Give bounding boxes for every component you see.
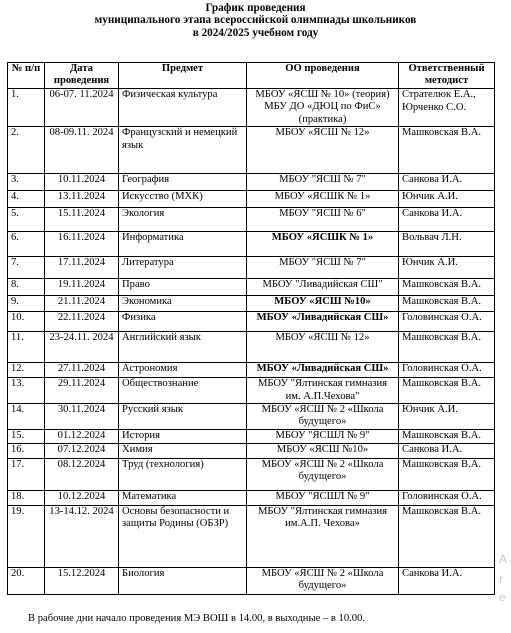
side-watermark-letter: e	[499, 590, 506, 604]
table-row	[8, 378, 495, 404]
row-responsible: Машковская В.А.	[399, 429, 495, 443]
row-responsible: Головинская О.А.	[399, 363, 495, 378]
row-org: МБОУ «ЯСШ № 2 «Школа будущего»	[247, 567, 399, 594]
row-subject: Английский язык	[119, 332, 247, 363]
row-num: 9.	[8, 296, 45, 312]
row-subject: Русский язык	[119, 404, 247, 430]
row-responsible	[399, 89, 495, 127]
table-row	[8, 429, 495, 443]
side-watermark-letter: A	[499, 552, 508, 566]
table-row	[8, 404, 495, 430]
row-org: МБОУ "Ялтинская гимназия им. А.П.Чехова"	[247, 378, 399, 404]
row-num: 1.	[8, 89, 45, 127]
table-row	[8, 458, 495, 490]
row-num: 15.	[8, 429, 45, 443]
row-num: 3.	[8, 174, 45, 191]
table-row	[8, 127, 495, 174]
table-row	[8, 505, 495, 567]
row-num: 18.	[8, 490, 45, 505]
row-date: 23-24.11. 2024	[45, 332, 119, 363]
row-num: 8.	[8, 279, 45, 296]
row-subject: Математика	[119, 490, 247, 505]
row-num: 2.	[8, 127, 45, 174]
row-num: 19.	[8, 505, 45, 567]
row-date: 06-07. 11.2024	[45, 89, 119, 127]
row-subject: Биология	[119, 567, 247, 594]
row-responsible: Машковская В.А.	[399, 378, 495, 404]
row-num: 7.	[8, 257, 45, 279]
row-num: 17.	[8, 458, 45, 490]
row-subject: Экономика	[119, 296, 247, 312]
footer-note: В рабочие дни начало проведения МЭ ВОШ в 14.00, в выходные – в 10.00.	[28, 613, 366, 624]
row-num: 13.	[8, 378, 45, 404]
row-subject: Французский и немецкий язык	[119, 127, 247, 174]
row-date: 08.12.2024	[45, 458, 119, 490]
table-row	[8, 89, 495, 127]
row-date: 30.11.2024	[45, 404, 119, 430]
row-org: МБОУ "Ялтинская гимназия им.А.П. Чехова»	[247, 505, 399, 567]
row-responsible: Юнчик А.И.	[399, 257, 495, 279]
row-num: 20.	[8, 567, 45, 594]
row-responsible: Машковская В.А.	[399, 296, 495, 312]
table-row	[8, 208, 495, 232]
table-row	[8, 363, 495, 378]
row-org: МБОУ «ЯСШ № 2 «Школа будущего»	[247, 458, 399, 490]
header-responsible: Ответственный методист	[399, 63, 495, 89]
table-row	[8, 567, 495, 594]
row-org: МБОУ "ЯСШЛ № 9"	[247, 429, 399, 443]
row-responsible: Санкова И.А.	[399, 443, 495, 458]
header-num: № п/п	[8, 63, 45, 89]
row-subject: Информатика	[119, 232, 247, 257]
row-date: 07.12.2024	[45, 443, 119, 458]
row-date: 10.12.2024	[45, 490, 119, 505]
schedule-table	[7, 62, 495, 595]
row-date: 17.11.2024	[45, 257, 119, 279]
row-subject: Обществознание	[119, 378, 247, 404]
row-org: МБОУ "ЯСШ № 6"	[247, 208, 399, 232]
row-responsible: Машковская В.А.	[399, 458, 495, 490]
row-date: 27.11.2024	[45, 363, 119, 378]
row-org: МБОУ «Ливадийская СШ»	[247, 363, 399, 378]
responsible-name-2: Юрченко С.О.	[402, 102, 467, 114]
row-subject: Искусство (МХК)	[119, 191, 247, 208]
row-date: 08-09.11. 2024	[45, 127, 119, 174]
table-row	[8, 279, 495, 296]
title-line-3: в 2024/2025 учебном году	[192, 27, 319, 39]
table-row	[8, 296, 495, 312]
row-subject: Физическая культура	[119, 89, 247, 127]
row-subject: Труд (технология)	[119, 458, 247, 490]
row-num: 4.	[8, 191, 45, 208]
row-responsible: Вольвач Л.Н.	[399, 232, 495, 257]
row-responsible: Головинская О.А.	[399, 312, 495, 332]
row-org: МБОУ «Ливадийская СШ»	[247, 312, 399, 332]
row-date: 13-14.12. 2024	[45, 505, 119, 567]
table-row	[8, 232, 495, 257]
row-subject: Экология	[119, 208, 247, 232]
table-row	[8, 257, 495, 279]
title-line-2: муниципального этапа всероссийской олимпиады школьников	[94, 14, 417, 26]
row-num: 12.	[8, 363, 45, 378]
row-date: 21.11.2024	[45, 296, 119, 312]
row-num: 16.	[8, 443, 45, 458]
row-date: 15.12.2024	[45, 567, 119, 594]
row-org: МБОУ «ЯСШК № 1»	[247, 232, 399, 257]
row-num: 6.	[8, 232, 45, 257]
table-row	[8, 443, 495, 458]
row-date: 01.12.2024	[45, 429, 119, 443]
row-date: 10.11.2024	[45, 174, 119, 191]
row-responsible: Юнчик А.И.	[399, 404, 495, 430]
row-num: 10.	[8, 312, 45, 332]
header-date: Дата проведения	[45, 63, 119, 89]
row-org: МБОУ "ЯСШЛ № 9"	[247, 490, 399, 505]
row-subject: Право	[119, 279, 247, 296]
side-watermark-letter: r	[499, 572, 503, 586]
row-responsible: Санкова И.А.	[399, 208, 495, 232]
row-date: 22.11.2024	[45, 312, 119, 332]
row-responsible: Санкова И.А.	[399, 567, 495, 594]
row-date: 19.11.2024	[45, 279, 119, 296]
row-date: 16.11.2024	[45, 232, 119, 257]
row-date: 13.11.2024	[45, 191, 119, 208]
row-subject: История	[119, 429, 247, 443]
row-responsible: Машковская В.А.	[399, 505, 495, 567]
row-responsible: Юнчик А.И.	[399, 191, 495, 208]
row-responsible: Машковская В.А.	[399, 279, 495, 296]
header-subject: Предмет	[119, 63, 247, 89]
table-row	[8, 174, 495, 191]
table-row	[8, 312, 495, 332]
row-org: МБОУ «ЯСШ №10»	[247, 296, 399, 312]
row-subject: Астрономия	[119, 363, 247, 378]
row-num: 5.	[8, 208, 45, 232]
row-subject: Литература	[119, 257, 247, 279]
row-org: МБОУ "Ливадийская СШ"	[247, 279, 399, 296]
table-row	[8, 490, 495, 505]
row-responsible: Санкова И.А.	[399, 174, 495, 191]
row-org: МБОУ "ЯСШ № 7"	[247, 257, 399, 279]
row-org: МБОУ «ЯСШ № 12»	[247, 127, 399, 174]
row-org: МБОУ «ЯСШ № 10» (теория) МБУ ДО «ДЮЦ по ФиС» (практика)	[247, 89, 399, 127]
responsible-name-1: Стрателюк Е.А.,	[402, 89, 476, 100]
table-header-row	[8, 63, 495, 89]
row-date: 15.11.2024	[45, 208, 119, 232]
row-num: 14.	[8, 404, 45, 430]
row-responsible: Головинская О.А.	[399, 490, 495, 505]
table-row	[8, 191, 495, 208]
row-num: 11.	[8, 332, 45, 363]
row-subject: География	[119, 174, 247, 191]
row-org: МБОУ «ЯСШ № 2 «Школа будущего»	[247, 404, 399, 430]
row-org: МБОУ «ЯСШ №10»	[247, 443, 399, 458]
header-org: ОО проведения	[247, 63, 399, 89]
row-subject: Основы безопасности и защиты Родины (ОБЗР)	[119, 505, 247, 567]
row-responsible: Машковская В.А.	[399, 332, 495, 363]
row-subject: Физика	[119, 312, 247, 332]
row-subject: Химия	[119, 443, 247, 458]
row-responsible: Машковская В.А.	[399, 127, 495, 174]
row-date: 29.11.2024	[45, 378, 119, 404]
row-org: МБОУ «ЯСШ № 12»	[247, 332, 399, 363]
title-line-1: График проведения	[205, 2, 306, 14]
table-row	[8, 332, 495, 363]
row-org: МБОУ «ЯСШК № 1»	[247, 191, 399, 208]
row-org: МБОУ "ЯСШ № 7"	[247, 174, 399, 191]
